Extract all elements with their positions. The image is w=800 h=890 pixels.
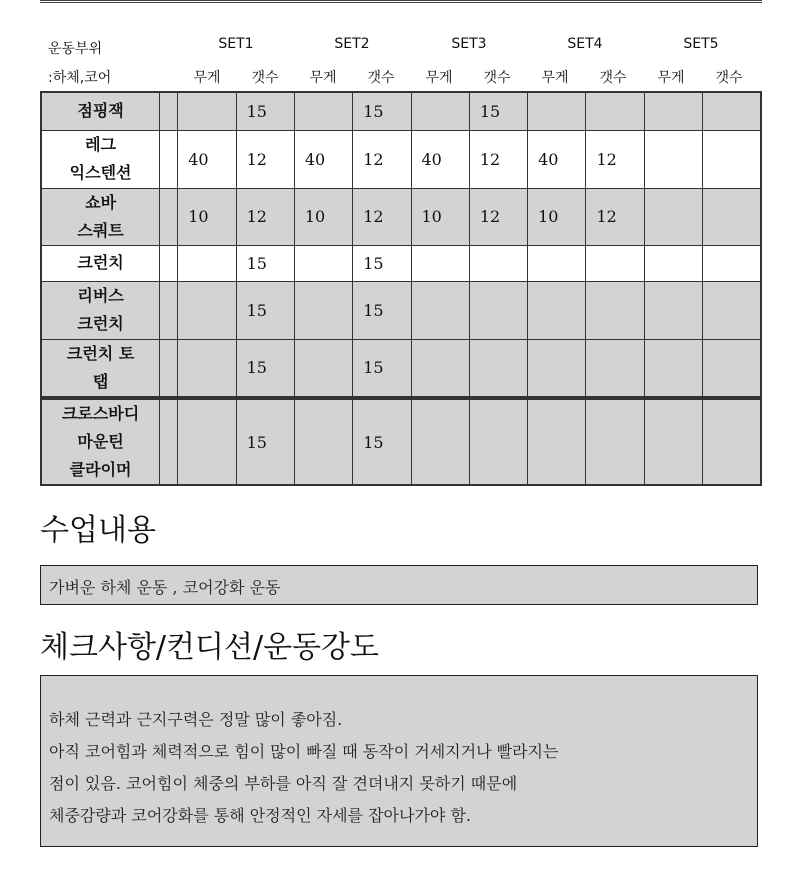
workout-table xyxy=(40,91,762,398)
weight-cell xyxy=(644,245,702,281)
reps-cell xyxy=(703,281,761,339)
checklist-line: 체중감량과 코어강화를 통해 안정적인 자세를 잡아나가야 함. xyxy=(49,806,472,825)
checklist-line: 점이 있음. 코어힘이 체중의 부하를 아직 잘 견뎌내지 못하기 때문에 xyxy=(49,774,518,793)
exercise-name xyxy=(41,399,160,485)
exercise-name-line: 익스텐션 xyxy=(69,163,132,182)
reps-cell: 15 xyxy=(236,399,294,485)
weight-label: 무게 xyxy=(425,70,453,86)
set3-header: SET3 xyxy=(451,36,487,52)
weight-cell xyxy=(178,399,236,485)
exercise-name xyxy=(41,281,160,339)
weight-cell: 10 xyxy=(411,188,469,245)
workout-table-2 xyxy=(40,398,762,486)
reps-label: 갯수 xyxy=(483,70,511,86)
spacer-cell xyxy=(160,92,178,130)
reps-cell: 12 xyxy=(586,130,644,188)
weight-cell xyxy=(411,92,469,130)
reps-cell xyxy=(469,281,527,339)
spacer-cell xyxy=(160,245,178,281)
spacer-cell xyxy=(160,130,178,188)
checklist-title: 체크사항/컨디션/운동강도 xyxy=(40,630,379,665)
reps-cell xyxy=(469,399,527,485)
reps-cell: 15 xyxy=(353,281,411,339)
spacer-cell xyxy=(160,399,178,485)
spacer-cell xyxy=(160,339,178,397)
class-content-title: 수업내용 xyxy=(40,513,156,548)
weight-cell xyxy=(528,92,586,130)
reps-cell xyxy=(586,339,644,397)
class-content-box xyxy=(40,565,758,605)
weight-cell xyxy=(644,339,702,397)
weight-cell xyxy=(294,399,352,485)
exercise-name-line: 레그 xyxy=(85,135,117,154)
weight-label: 무게 xyxy=(657,70,685,86)
exercise-name-line: 크런치 토 xyxy=(66,343,135,363)
weight-cell xyxy=(411,281,469,339)
weight-cell: 10 xyxy=(528,188,586,245)
exercise-name xyxy=(41,339,160,397)
checklist-line: 하체 근력과 근지구력은 정말 많이 좋아짐. xyxy=(49,710,343,729)
weight-cell xyxy=(294,339,352,397)
exercise-name-line: 점핑잭 xyxy=(77,101,124,121)
weight-cell: 40 xyxy=(294,130,352,188)
spacer-cell xyxy=(160,188,178,245)
spacer-cell xyxy=(160,281,178,339)
reps-cell: 12 xyxy=(353,188,411,245)
exercise-name-line: 크런치 xyxy=(77,253,124,272)
reps-label: 갯수 xyxy=(251,70,279,86)
reps-cell: 15 xyxy=(236,339,294,397)
reps-cell xyxy=(703,92,761,130)
set2-header: SET2 xyxy=(334,36,370,52)
set5-header: SET5 xyxy=(683,36,719,52)
reps-cell: 15 xyxy=(236,92,294,130)
weight-cell: 40 xyxy=(411,130,469,188)
table-row xyxy=(41,92,761,130)
weight-cell: 40 xyxy=(178,130,236,188)
reps-cell xyxy=(586,92,644,130)
weight-cell xyxy=(411,399,469,485)
weight-cell xyxy=(178,245,236,281)
body-part-value: :하체,코어 xyxy=(48,70,112,86)
set1-header: SET1 xyxy=(218,36,254,52)
weight-label: 무게 xyxy=(193,70,221,86)
reps-cell xyxy=(586,281,644,339)
weight-cell xyxy=(644,130,702,188)
reps-cell: 12 xyxy=(469,188,527,245)
reps-cell: 15 xyxy=(236,281,294,339)
reps-cell: 12 xyxy=(586,188,644,245)
table-row xyxy=(41,130,761,188)
weight-cell xyxy=(294,281,352,339)
weight-cell xyxy=(528,399,586,485)
exercise-name-line: 마운틴 xyxy=(77,432,124,451)
top-rule xyxy=(40,0,762,3)
reps-cell: 12 xyxy=(236,188,294,245)
weight-cell xyxy=(528,281,586,339)
weight-cell xyxy=(644,92,702,130)
reps-cell xyxy=(703,188,761,245)
weight-cell xyxy=(644,188,702,245)
reps-cell xyxy=(586,245,644,281)
reps-cell xyxy=(703,399,761,485)
weight-cell xyxy=(294,245,352,281)
weight-cell xyxy=(178,281,236,339)
weight-cell xyxy=(644,399,702,485)
reps-cell: 12 xyxy=(236,130,294,188)
reps-cell: 15 xyxy=(236,245,294,281)
exercise-name-line: 쇼바 xyxy=(85,192,117,212)
reps-cell: 15 xyxy=(353,399,411,485)
table-row xyxy=(41,281,761,339)
checklist-line: 아직 코어힘과 체력적으로 힘이 많이 빠질 때 동작이 거세지거나 빨라지는 xyxy=(49,742,559,761)
weight-label: 무게 xyxy=(541,70,569,86)
reps-cell: 15 xyxy=(353,245,411,281)
weight-cell xyxy=(644,281,702,339)
reps-cell: 15 xyxy=(469,92,527,130)
weight-cell: 10 xyxy=(294,188,352,245)
reps-cell xyxy=(469,339,527,397)
table-row xyxy=(41,188,761,245)
exercise-name-line: 크런치 xyxy=(77,314,124,333)
weight-label: 무게 xyxy=(309,70,337,86)
reps-cell xyxy=(703,339,761,397)
reps-cell xyxy=(586,399,644,485)
reps-cell: 12 xyxy=(353,130,411,188)
body-part-label: 운동부위 xyxy=(48,41,103,57)
weight-cell xyxy=(528,245,586,281)
table-row xyxy=(41,399,761,485)
weight-cell: 40 xyxy=(528,130,586,188)
reps-cell xyxy=(469,245,527,281)
table-row xyxy=(41,245,761,281)
reps-cell xyxy=(703,130,761,188)
exercise-name xyxy=(41,130,160,188)
table-header xyxy=(0,30,800,90)
weight-cell xyxy=(528,339,586,397)
class-content-text: 가벼운 하체 운동 , 코어강화 운동 xyxy=(49,578,281,597)
exercise-name xyxy=(41,245,160,281)
exercise-name-line: 탭 xyxy=(92,371,109,391)
checklist-box xyxy=(40,675,758,847)
weight-cell xyxy=(178,92,236,130)
exercise-name-line: 클라이머 xyxy=(69,460,132,479)
set4-header: SET4 xyxy=(567,36,603,52)
exercise-name xyxy=(41,92,160,130)
reps-cell: 12 xyxy=(469,130,527,188)
exercise-name-line: 크로스바디 xyxy=(61,404,140,423)
weight-cell xyxy=(178,339,236,397)
weight-cell xyxy=(294,92,352,130)
reps-label: 갯수 xyxy=(715,70,743,86)
table-row xyxy=(41,339,761,397)
exercise-name xyxy=(41,188,160,245)
exercise-name-line: 리버스 xyxy=(77,286,124,305)
exercise-name-line: 스쿼트 xyxy=(77,220,124,240)
weight-cell xyxy=(411,339,469,397)
reps-cell: 15 xyxy=(353,339,411,397)
reps-label: 갯수 xyxy=(367,70,395,86)
weight-cell xyxy=(411,245,469,281)
reps-cell xyxy=(703,245,761,281)
weight-cell: 10 xyxy=(178,188,236,245)
reps-label: 갯수 xyxy=(599,70,627,86)
reps-cell: 15 xyxy=(353,92,411,130)
